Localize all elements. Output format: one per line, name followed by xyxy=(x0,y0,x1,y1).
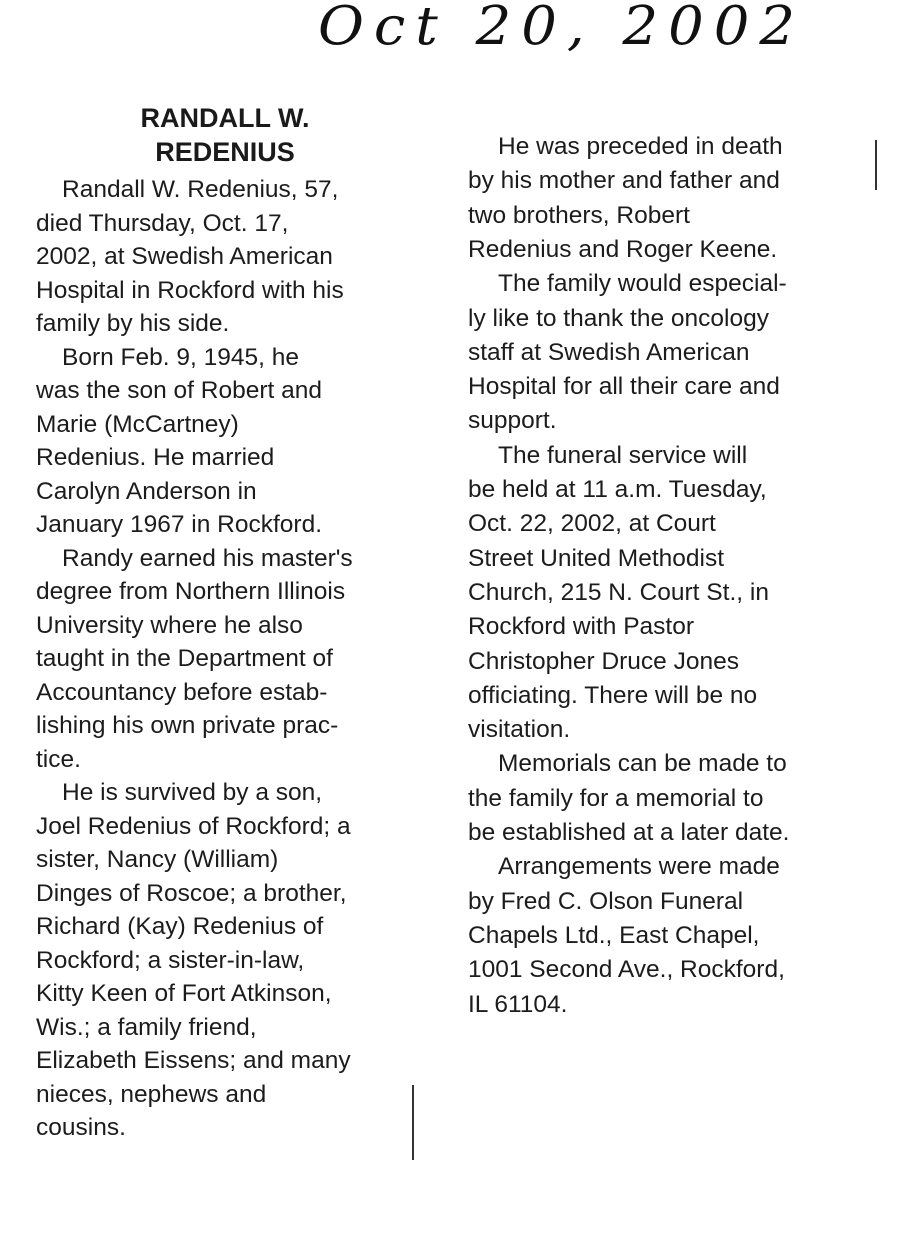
body-text-line: Chapels Ltd., East Chapel, xyxy=(468,921,760,949)
body-text-line: Redenius and Roger Keene. xyxy=(468,235,778,263)
body-text-line: Memorials can be made to xyxy=(498,750,787,778)
body-text-line: Born Feb. 9, 1945, he xyxy=(62,343,299,371)
body-text-line: Street United Methodist xyxy=(468,544,725,572)
body-text-line: He is survived by a son, xyxy=(62,779,323,806)
body-text-line: be established at a later date. xyxy=(468,819,790,846)
body-text-line: ly like to thank the oncology xyxy=(468,304,769,332)
body-text-line: the family for a memorial to xyxy=(468,784,764,812)
body-text-line: Richard (Kay) Redenius of xyxy=(36,913,324,940)
headline-line-2: REDENIUS xyxy=(155,137,295,167)
body-text-line: taught in the Department of xyxy=(36,645,333,672)
body-text-line: support. xyxy=(468,407,557,435)
body-text-line: Christopher Druce Jones xyxy=(468,647,739,675)
body-text-line: was the son of Robert and xyxy=(36,377,323,404)
handwritten-date: Oct 20, 2002 xyxy=(318,0,805,58)
body-text-line: Randall W. Redenius, 57, xyxy=(62,176,339,203)
body-text-line: be held at 11 a.m. Tuesday, xyxy=(468,476,767,503)
body-text-line: Hospital in Rockford with his xyxy=(36,276,344,304)
body-text-line: by his mother and father and xyxy=(468,167,780,195)
body-text-line: Redenius. He married xyxy=(36,444,275,471)
body-text-line: Marie (McCartney) xyxy=(36,410,239,438)
body-text-line: nieces, nephews and xyxy=(36,1080,267,1108)
body-text-line: Randy earned his master's xyxy=(62,544,353,572)
body-text-line: staff at Swedish American xyxy=(468,338,750,366)
body-text-line: The family would especial- xyxy=(498,270,787,298)
body-text-line: Rockford with Pastor xyxy=(468,613,695,641)
body-text-line: The funeral service will xyxy=(498,441,748,469)
headline-line-1: RANDALL W. xyxy=(140,103,310,133)
body-text-line: visitation. xyxy=(468,716,571,744)
body-text-line: died Thursday, Oct. 17, xyxy=(36,209,289,237)
body-text-line: Elizabeth Eissens; and many xyxy=(36,1047,351,1074)
body-text-line: two brothers, Robert xyxy=(468,201,690,229)
body-text-line: IL 61104. xyxy=(468,990,568,1018)
body-text-line: Accountancy before estab- xyxy=(36,678,328,706)
body-text-line: degree from Northern Illinois xyxy=(36,578,346,605)
body-text-line: Carolyn Anderson in xyxy=(36,477,257,505)
body-text-line: University where he also xyxy=(36,611,303,639)
body-text-line: Oct. 22, 2002, at Court xyxy=(468,510,716,538)
body-text-line: Joel Redenius of Rockford; a xyxy=(36,812,351,840)
body-text-line: Rockford; a sister-in-law, xyxy=(36,946,305,974)
body-text-line: 1001 Second Ave., Rockford, xyxy=(468,956,785,984)
body-text-line: Hospital for all their care and xyxy=(468,373,780,401)
body-text-line: by Fred C. Olson Funeral xyxy=(468,887,744,915)
column-divider xyxy=(412,1085,414,1160)
body-text-line: Wis.; a family friend, xyxy=(36,1013,257,1041)
body-text-line: Dinges of Roscoe; a brother, xyxy=(36,879,347,907)
body-text-line: He was preceded in death xyxy=(498,133,783,160)
body-text-line: sister, Nancy (William) xyxy=(36,846,279,873)
body-text-line: family by his side. xyxy=(36,310,230,337)
body-text-line: January 1967 in Rockford. xyxy=(36,511,322,538)
column-edge-mark xyxy=(875,140,877,190)
body-text-line: Church, 215 N. Court St., in xyxy=(468,578,769,606)
body-text-line: tice. xyxy=(36,745,81,773)
body-text-line: cousins. xyxy=(36,1114,126,1141)
body-text-line: officiating. There will be no xyxy=(468,681,758,709)
body-text-line: lishing his own private prac- xyxy=(36,712,339,739)
body-text-line: Kitty Keen of Fort Atkinson, xyxy=(36,980,332,1007)
body-text-line: Arrangements were made xyxy=(498,853,780,881)
body-text-line: 2002, at Swedish American xyxy=(36,243,333,270)
